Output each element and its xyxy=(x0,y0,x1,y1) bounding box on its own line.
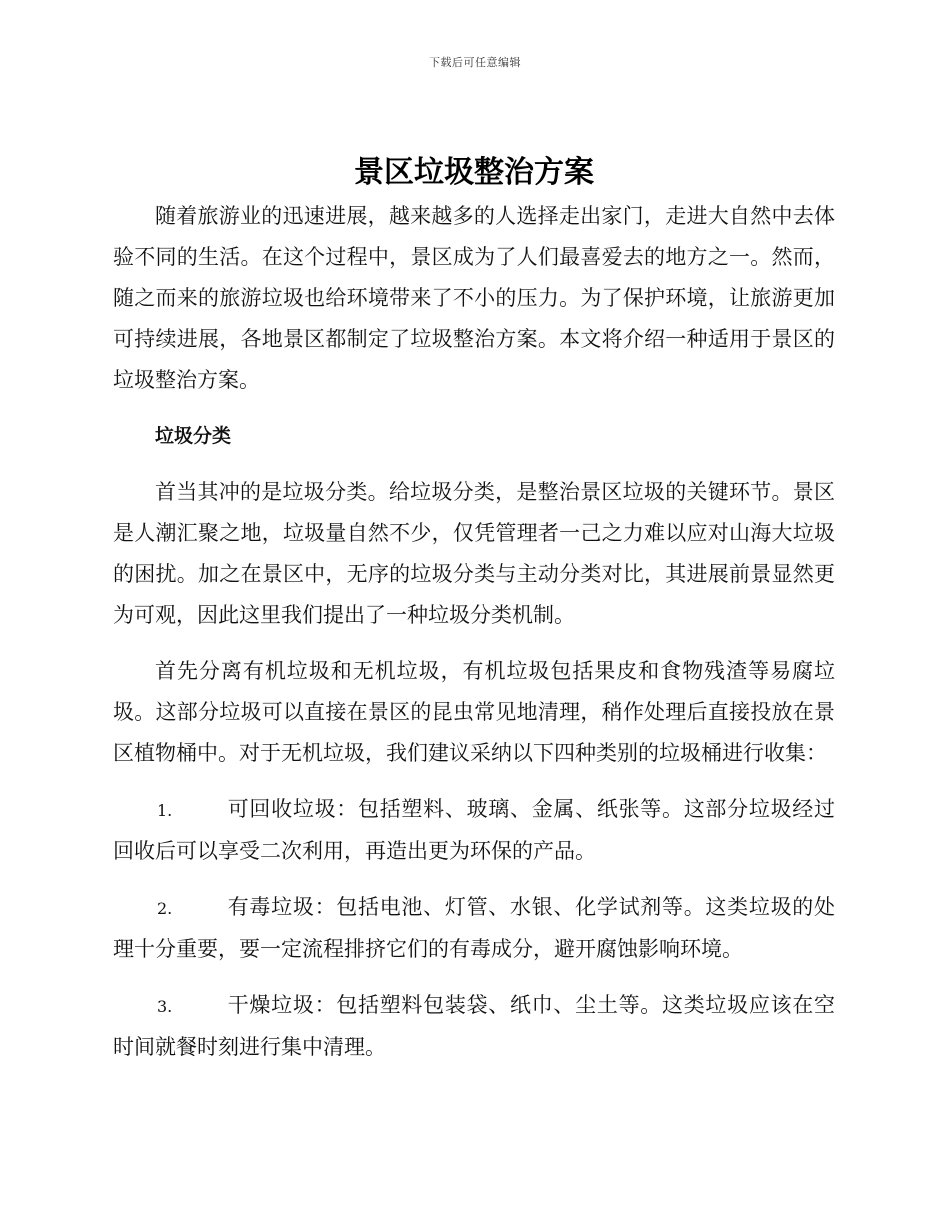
list-item xyxy=(113,789,835,872)
intro-paragraph: 随着旅游业的迅速进展，越来越多的人选择走出家门，走进大自然中去体验不同的生活。在这个过程中，景区成为了人们最喜爱去的地方之一。然而，随之而来的旅游垃圾也给环境带来了不小的压力。为了保护环境，让旅游更加可持续进展，各地景区都制定了垃圾整治方案。本文将介绍一种适用于景区的垃圾整治方案。 xyxy=(113,204,835,392)
list-number: 1. xyxy=(157,801,173,820)
list-item-text: 可回收垃圾：包括塑料、玻璃、金属、纸张等。这部分垃圾经过回收后可以享受二次利用，再造出更为环保的产品。 xyxy=(113,797,835,863)
header-note: 下载后可任意编辑 xyxy=(429,56,521,69)
list-item xyxy=(113,887,835,970)
document-title: 景区垃圾整治方案 xyxy=(354,155,594,190)
list-item xyxy=(113,985,835,1068)
body-paragraph: 首当其冲的是垃圾分类。给垃圾分类，是整治景区垃圾的关键环节。景区是人潮汇聚之地，垃圾量自然不少，仅凭管理者一己之力难以应对山海大垃圾的困扰。加之在景区中，无序的垃圾分类与主动分类对比，其进展前景显然更为可观，因此这里我们提出了一种垃圾分类机制。 xyxy=(113,480,835,627)
section-heading: 垃圾分类 xyxy=(155,425,232,447)
list-item-text: 干燥垃圾：包括塑料包装袋、纸巾、尘土等。这类垃圾应该在空时间就餐时刻进行集中清理。 xyxy=(113,993,835,1059)
document-body xyxy=(113,150,835,1068)
list-item-text: 有毒垃圾：包括电池、灯管、水银、化学试剂等。这类垃圾的处理十分重要，要一定流程排挤它们的有毒成分，避开腐蚀影响环境。 xyxy=(113,895,835,961)
body-paragraph: 首先分离有机垃圾和无机垃圾，有机垃圾包括果皮和食物残渣等易腐垃圾。这部分垃圾可以直接在景区的昆虫常见地清理，稍作处理后直接投放在景区植物桶中。对于无机垃圾，我们建议采纳以下四种类别的垃圾桶进行收集： xyxy=(113,659,835,765)
list-number: 2. xyxy=(157,899,173,918)
list-number: 3. xyxy=(157,997,173,1016)
